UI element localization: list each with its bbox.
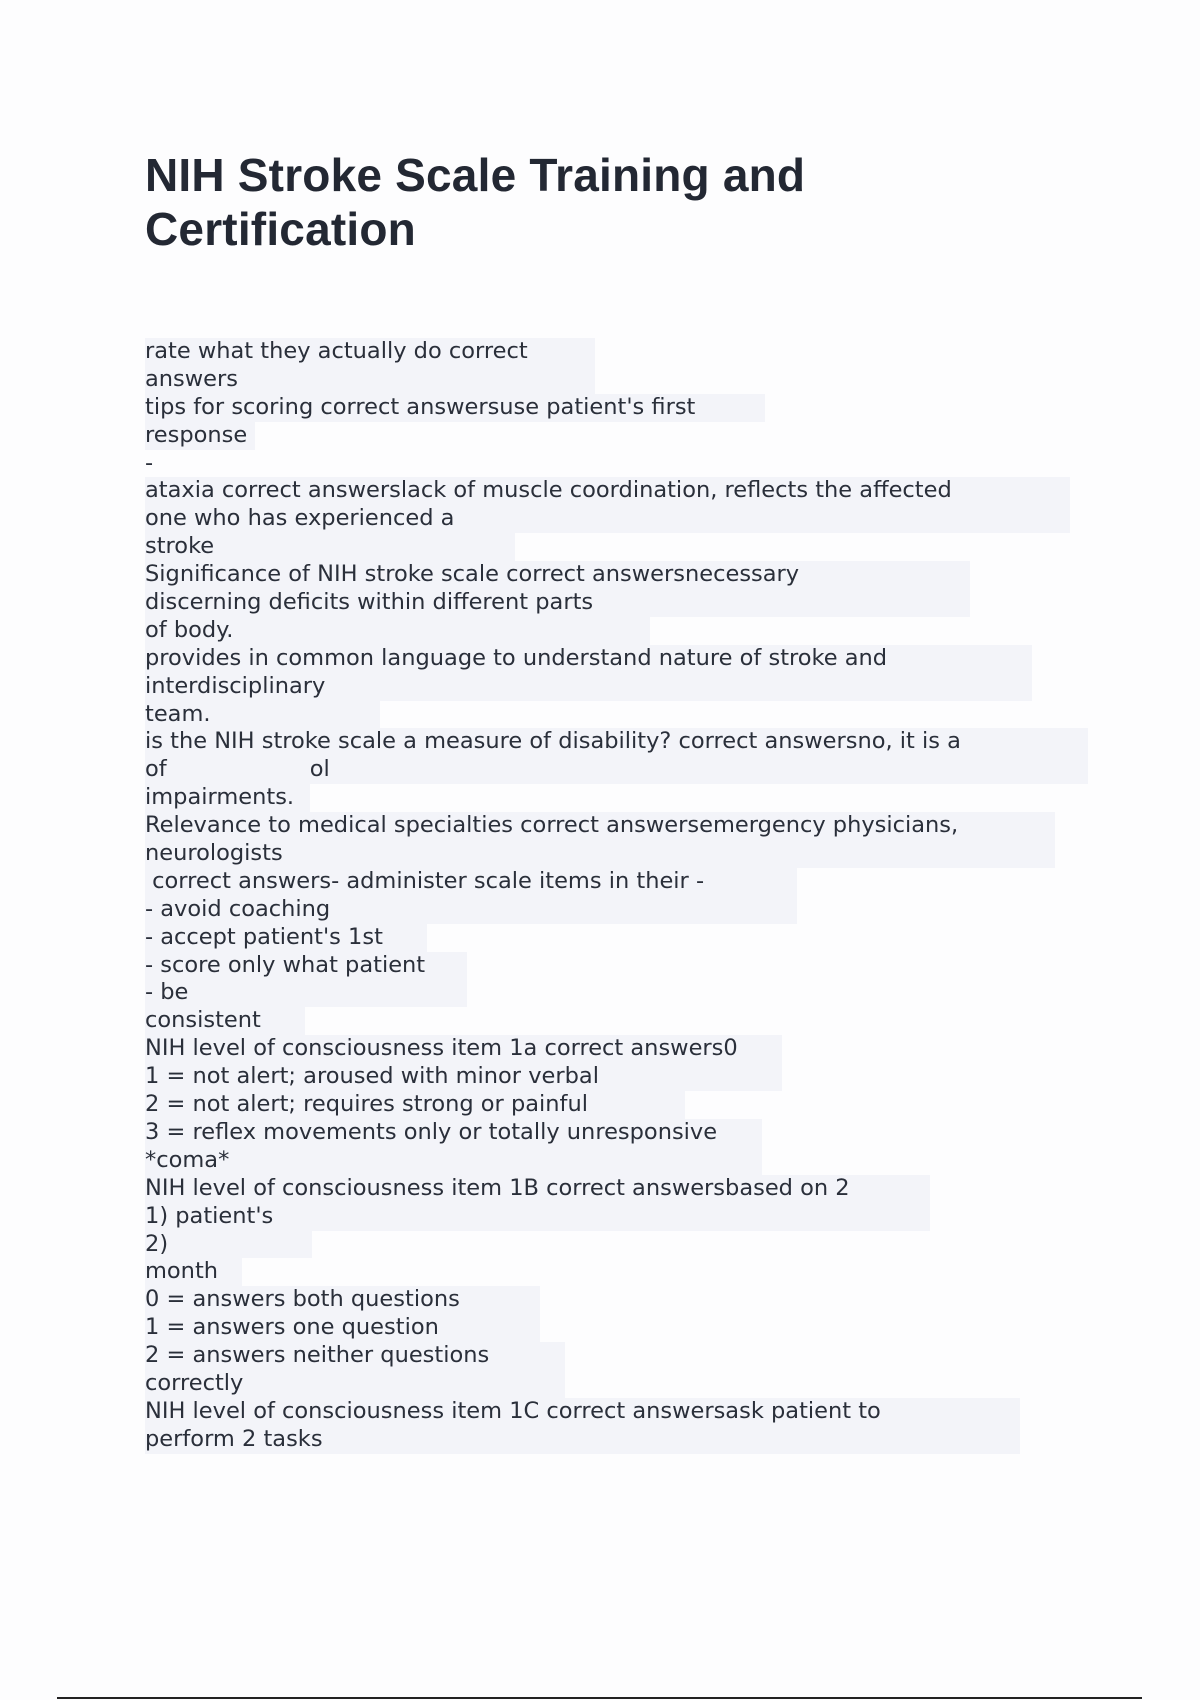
- text-line: response: [145, 422, 1105, 450]
- text-line: 3 = reflex movements only or totally unresponsive: [145, 1119, 1105, 1147]
- text-line: Significance of NIH stroke scale correct answersnecessary: [145, 561, 1105, 589]
- text-line: interdisciplinary: [145, 673, 1105, 701]
- text-line: provides in common language to understand nature of stroke and: [145, 645, 1105, 673]
- text-line: ataxia correct answerslack of muscle coordination, reflects the affected: [145, 477, 1105, 505]
- text-line: of body.: [145, 617, 1105, 645]
- text-line: 2 = answers neither questions: [145, 1342, 1105, 1370]
- text-line: rate what they actually do correct: [145, 338, 1105, 366]
- text-line: 1) patient's: [145, 1203, 1105, 1231]
- text-line: stroke: [145, 533, 1105, 561]
- document-body: [145, 338, 1105, 1454]
- text-line: NIH level of consciousness item 1a correct answers0: [145, 1035, 1105, 1063]
- text-line: 2): [145, 1231, 1105, 1259]
- text-line: of ol: [145, 756, 1105, 784]
- text-line: 1 = answers one question: [145, 1314, 1105, 1342]
- text-line: 0 = answers both questions: [145, 1286, 1105, 1314]
- text-line: 2 = not alert; requires strong or painful: [145, 1091, 1105, 1119]
- text-line: is the NIH stroke scale a measure of disability? correct answersno, it is a: [145, 728, 1105, 756]
- text-line: perform 2 tasks: [145, 1426, 1105, 1454]
- text-line: impairments.: [145, 784, 1105, 812]
- text-line: correct answers- administer scale items in their -: [145, 868, 1105, 896]
- text-line: discerning deficits within different parts: [145, 589, 1105, 617]
- footer-divider: [57, 1697, 1142, 1699]
- text-line: - score only what patient: [145, 952, 1105, 980]
- page-title: NIH Stroke Scale Training and Certification: [145, 149, 806, 255]
- text-line: 1 = not alert; aroused with minor verbal: [145, 1063, 1105, 1091]
- text-line: - accept patient's 1st: [145, 924, 1105, 952]
- text-line: tips for scoring correct answersuse patient's first: [145, 394, 1105, 422]
- text-line: NIH level of consciousness item 1B correct answersbased on 2: [145, 1175, 1105, 1203]
- text-line: team.: [145, 701, 1105, 729]
- text-line: - avoid coaching: [145, 896, 1105, 924]
- text-line: neurologists: [145, 840, 1105, 868]
- text-line: one who has experienced a: [145, 505, 1105, 533]
- text-line: consistent: [145, 1007, 1105, 1035]
- text-line: *coma*: [145, 1147, 1105, 1175]
- text-line: month: [145, 1258, 1105, 1286]
- text-line: - be: [145, 979, 1105, 1007]
- text-line: correctly: [145, 1370, 1105, 1398]
- text-line: Relevance to medical specialties correct answersemergency physicians,: [145, 812, 1105, 840]
- text-line: answers: [145, 366, 1105, 394]
- text-line: NIH level of consciousness item 1C correct answersask patient to: [145, 1398, 1105, 1426]
- text-line: -: [145, 449, 154, 476]
